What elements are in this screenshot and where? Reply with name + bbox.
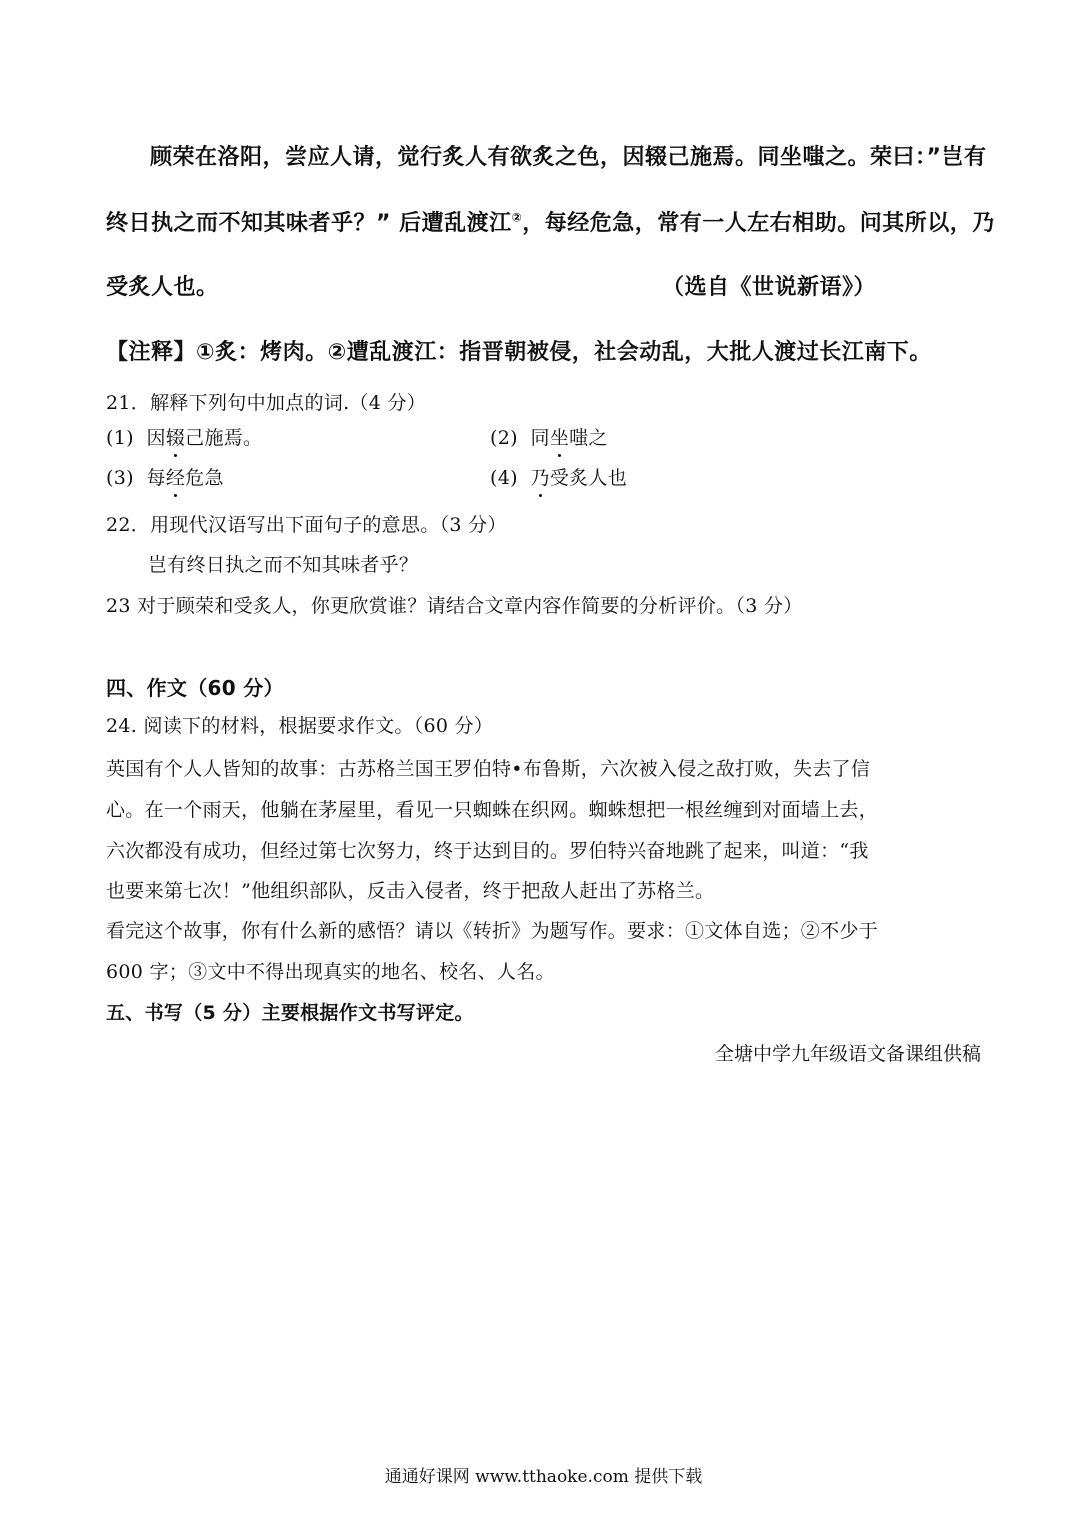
- material-line-4: 也要来第七次！”他组织部队，反击入侵者，终于把敌人赶出了苏格兰。: [106, 880, 715, 902]
- question-21-title: 21．解释下列句中加点的词.（4 分）: [106, 392, 427, 414]
- dotted-word: 坐: [550, 423, 569, 450]
- q21-item-4: (4) 乃受炙人也: [490, 463, 627, 490]
- question-22-title: 22．用现代汉语写出下面句子的意思。（3 分）: [106, 514, 507, 536]
- requirement-line-1: 看完这个故事，你有什么新的感悟？请以《转折》为题写作。要求：①文体自选；②不少于: [106, 920, 879, 942]
- dotted-word: 辍: [166, 423, 185, 450]
- annotation-note: 【注释】①炙：烤肉。②遭乱渡江：指晋朝被侵，社会动乱，大批人渡过长江南下。: [106, 340, 932, 365]
- q21-item-3: (3) 每经危急: [106, 463, 224, 490]
- passage-line-3: 受炙人也。: [106, 275, 219, 300]
- section-5-heading: 五、书写（5 分）主要根据作文书写评定。: [106, 1002, 474, 1024]
- passage-source: （选自《世说新语》）: [662, 275, 877, 300]
- question-24-title: 24. 阅读下的材料，根据要求作文。（60 分）: [106, 715, 494, 737]
- material-line-2: 心。在一个雨天，他躺在茅屋里，看见一只蜘蛛在织网。蜘蛛想把一根丝缠到对面墙上去，: [106, 799, 879, 821]
- credit-line: 全塘中学九年级语文备课组供稿: [714, 1043, 981, 1065]
- dotted-word: 乃: [531, 463, 550, 490]
- footnote-marker: ②: [511, 210, 523, 225]
- question-22-sentence: 岂有终日执之而不知其味者乎？: [148, 554, 419, 576]
- material-line-1: 英国有个人人皆知的故事：古苏格兰国王罗伯特•布鲁斯，六次被入侵之敌打败，失去了信: [106, 758, 871, 780]
- material-line-3: 六次都没有成功，但经过第七次努力，终于达到目的。罗伯特兴奋地跳了起来，叫道：“我: [106, 840, 869, 862]
- q21-item-1: (1) 因辍己施焉。: [106, 423, 262, 450]
- page-footer: 通通好课网 www.tthaoke.com 提供下载: [384, 1467, 703, 1487]
- q21-item-2: (2) 同坐嗤之: [490, 423, 608, 450]
- question-23-title: 23 对于顾荣和受炙人，你更欣赏谁？请结合文章内容作简要的分析评价。（3 分）: [106, 595, 803, 617]
- requirement-line-2: 600 字；③文中不得出现真实的地名、校名、人名。: [106, 961, 555, 983]
- section-4-heading: 四、作文（60 分）: [106, 676, 284, 700]
- dotted-word: 经: [166, 463, 185, 490]
- passage-line-1: 顾荣在洛阳，尝应人请，觉行炙人有欲炙之色，因辍己施焉。同坐嗤之。荣曰：”岂有: [150, 145, 987, 170]
- passage-line-2: 终日执之而不知其味者乎？” 后遭乱渡江②，每经危急，常有一人左右相助。问其所以，乃: [106, 210, 995, 236]
